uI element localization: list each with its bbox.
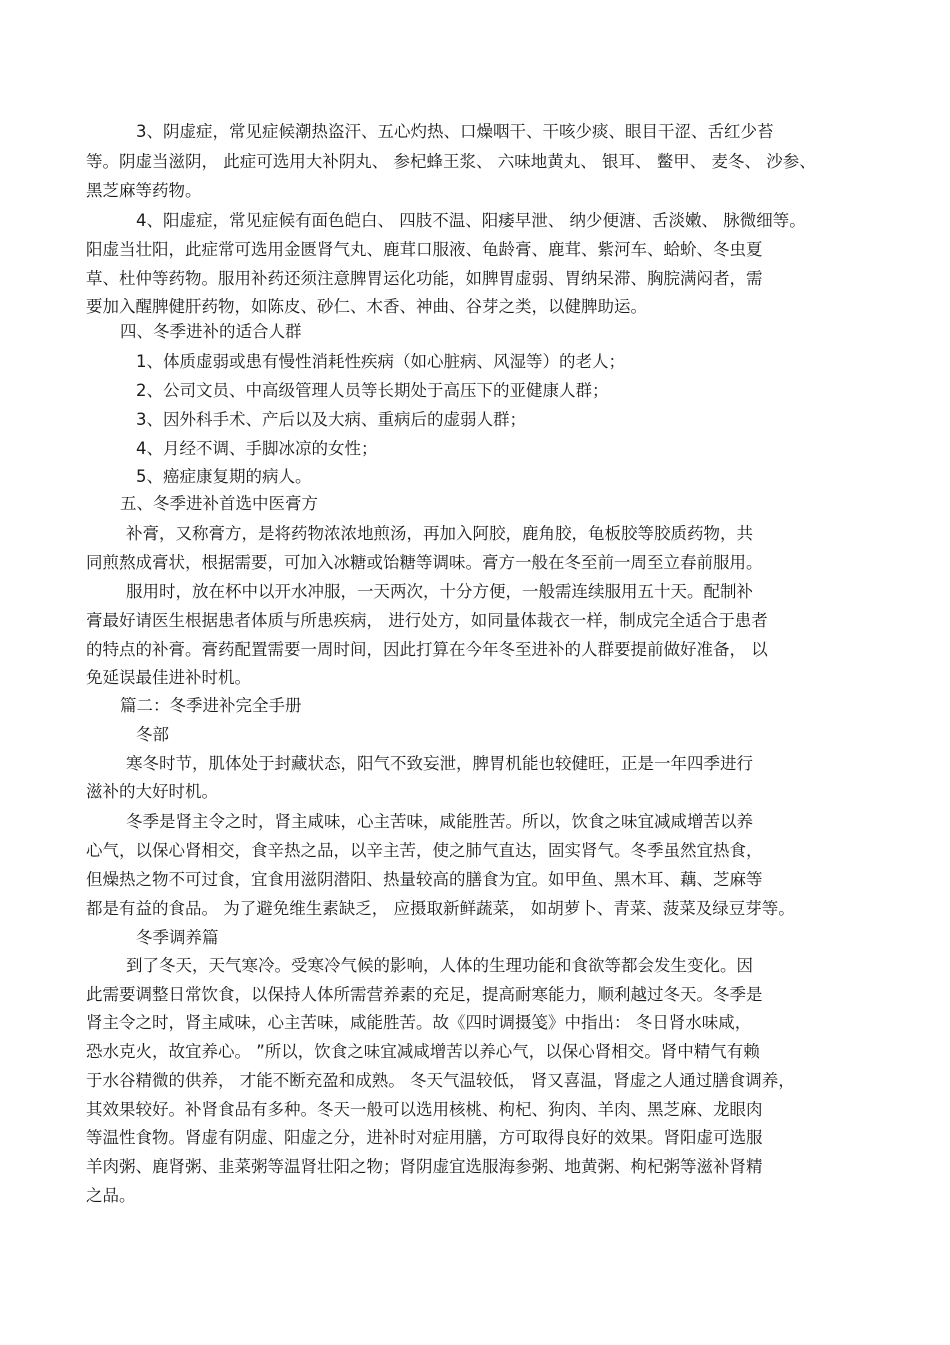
paragraph-line: 都是有益的食品。 为了避免维生素缺乏， 应摄取新鲜蔬菜， 如胡萝卜、青菜、菠菜及绿豆芽等。 [86,899,795,918]
paragraph-line: 滋补的大好时机。 [86,782,218,801]
paragraph-line: 等温性食物。肾虚有阴虚、阳虚之分，进补时对症用膳，方可取得良好的效果。肾阳虚可选服 [86,1128,763,1147]
paragraph-line: 但燥热之物不可过食，宜食用滋阴潜阳、热量较高的膳食为宜。如甲鱼、黑木耳、藕、芝麻等 [86,870,763,889]
paragraph-line: 的特点的补膏。膏药配置需要一周时间，因此打算在今年冬至进补的人群要提前做好准备， 以 [86,640,768,659]
paragraph-line: 同煎熬成膏状，根据需要，可加入冰糖或饴糖等调味。膏方一般在冬至前一周至立春前服用。 [86,553,763,572]
paragraph-line: 此需要调整日常饮食，以保持人体所需营养素的充足，提高耐寒能力，顺利越过冬天。冬季是 [86,985,763,1004]
paragraph-line: 3、阴虚症，常见症候潮热盗汗、五心灼热、口燥咽干、干咳少痰、眼目干涩、舌红少苔 [136,122,774,141]
paragraph-line: 阳虚当壮阳，此症常可选用金匮肾气丸、鹿茸口服液、龟龄膏、鹿茸、紫河车、蛤蚧、冬虫夏 [86,240,763,259]
paragraph-line: 心气，以保心肾相交，食辛热之品，以辛主苦，使之肺气直达，固实肾气。冬季虽然宜热食， [86,841,763,860]
paragraph-line: 膏最好请医生根据患者体质与所患疾病， 进行处方，如同量体裁衣一样，制成完全适合于患者 [86,611,768,630]
list-item: 3、因外科手术、产后以及大病、重病后的虚弱人群； [136,410,526,429]
paragraph-line: 黑芝麻等药物。 [86,181,202,200]
paragraph-line: 之品。 [86,1186,136,1205]
list-item: 2、公司文员、中高级管理人员等长期处于高压下的亚健康人群； [136,381,609,400]
paragraph-line: 到了冬天，天气寒冷。受寒冷气候的影响，人体的生理功能和食欲等都会发生变化。因 [126,956,753,975]
section-heading: 四、冬季进补的适合人群 [120,322,302,341]
paragraph-line: 冬季是肾主令之时，肾主咸味，心主苦味，咸能胜苦。所以，饮食之味宜减咸增苦以养 [126,812,753,831]
paragraph-line: 要加入醒脾健肝药物，如陈皮、砂仁、木香、神曲、谷芽之类，以健脾助运。 [86,297,647,316]
section-heading: 五、冬季进补首选中医膏方 [120,494,318,513]
paragraph-line: 肾主令之时，肾主咸味，心主苦味，咸能胜苦。故《四时调摄笺》中指出： 冬日肾水味咸， [86,1013,752,1032]
paragraph-line: 羊肉粥、鹿肾粥、韭菜粥等温肾壮阳之物；肾阴虚宜选服海参粥、地黄粥、枸杞粥等滋补肾精 [86,1157,763,1176]
subsection-heading: 冬季调养篇 [136,928,219,947]
section-heading: 篇二：冬季进补完全手册 [120,696,302,715]
list-item: 1、体质虚弱或患有慢性消耗性疾病（如心脏病、风湿等）的老人； [136,352,625,371]
paragraph-line: 于水谷精微的供养， 才能不断充盈和成熟。 冬天气温较低， 肾又喜温，肾虚之人通过膳食调养， [86,1071,795,1090]
list-item: 4、月经不调、手脚冰凉的女性； [136,439,378,458]
paragraph-line: 免延误最佳进补时机。 [86,668,251,687]
paragraph-line: 4、阳虚症，常见症候有面色皑白、 四肢不温、阳痿早泄、 纳少便溏、舌淡嫩、 脉微细等。 [136,211,806,230]
paragraph-line: 寒冬时节，肌体处于封藏状态，阳气不致妄泄，脾胃机能也较健旺，正是一年四季进行 [126,754,753,773]
paragraph-line: 等。阴虚当滋阴， 此症可选用大补阴丸、 参杞蜂王浆、 六味地黄丸、 银耳、 鳖甲、 麦冬、 沙参、 [86,152,816,171]
paragraph-line: 补膏，又称膏方，是将药物浓浓地煎汤，再加入阿胶，鹿角胶，龟板胶等胶质药物，共 [126,524,753,543]
list-item: 5、癌症康复期的病人。 [136,467,312,486]
paragraph-line: 恐水克火，故宜养心。 ”所以，饮食之味宜减咸增苦以养心气，以保心肾相交。肾中精气有赖 [86,1042,760,1061]
subsection-heading: 冬部 [136,725,169,744]
paragraph-line: 服用时，放在杯中以开水冲服，一天两次，十分方便，一般需连续服用五十天。配制补 [126,582,753,601]
paragraph-line: 其效果较好。补肾食品有多种。冬天一般可以选用核桃、枸杞、狗肉、羊肉、黑芝麻、龙眼肉 [86,1100,763,1119]
paragraph-line: 草、杜仲等药物。服用补药还须注意脾胃运化功能，如脾胃虚弱、胃纳呆滞、胸脘满闷者，需 [86,269,763,288]
